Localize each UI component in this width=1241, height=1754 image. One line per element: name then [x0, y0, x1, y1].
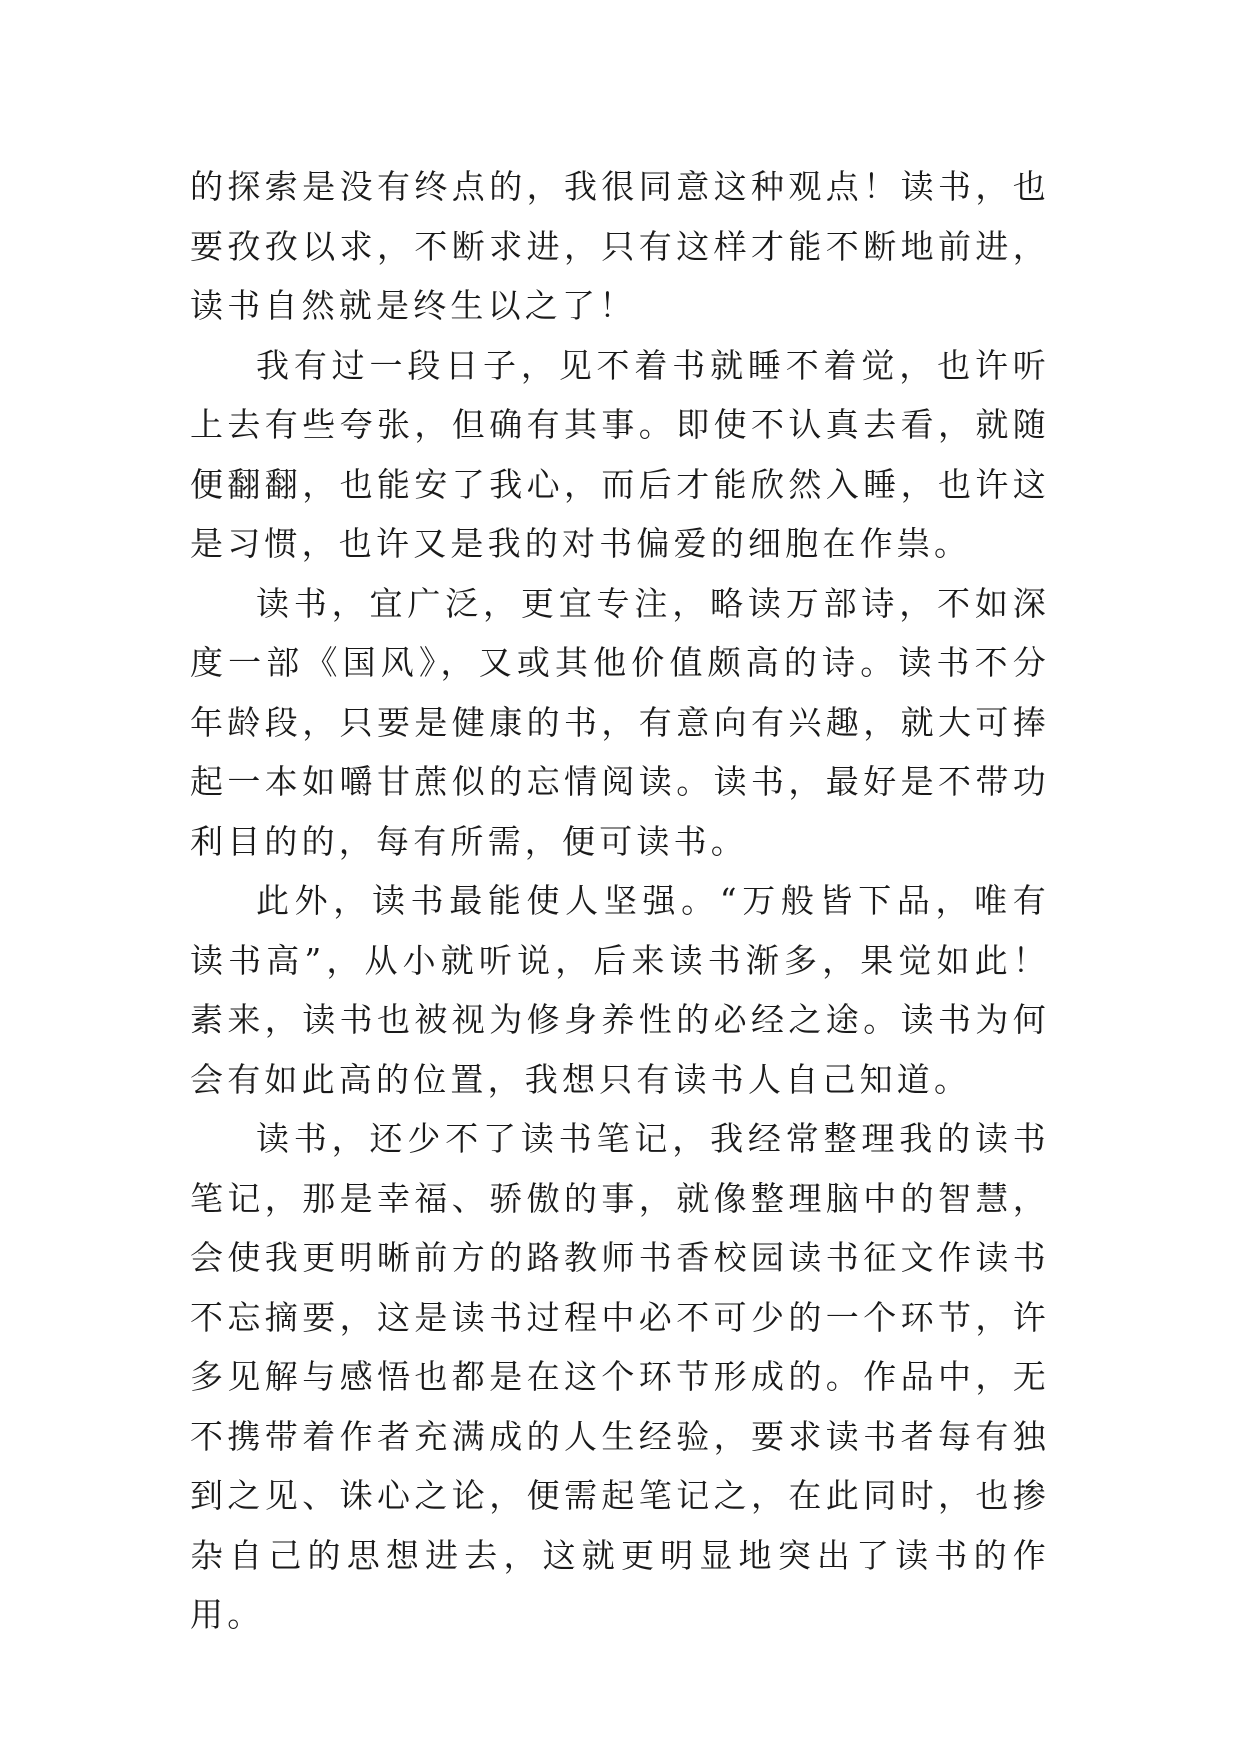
paragraph-4: 此外，读书最能使人坚强。“万般皆下品，唯有读书高”，从小就听说，后来读书渐多，果觉如此！素来，读书也被视为修身养性的必经之途。读书为何会有如此高的位置，我想只有读书人自己知道。 — [190, 881, 1050, 1099]
document-body — [190, 157, 1050, 1645]
paragraph-3: 读书，宜广泛，更宜专注，略读万部诗，不如深度一部《国风》，又或其他价值颇高的诗。读书不分年龄段，只要是健康的书，有意向有兴趣，就大可捧起一本如嚼甘蔗似的忘情阅读。读书，最好是不带功利目的的，每有所需，便可读书。 — [190, 583, 1050, 861]
paragraph-2: 我有过一段日子，见不着书就睡不着觉，也许听上去有些夸张，但确有其事。即使不认真去看，就随便翻翻，也能安了我心，而后才能欣然入睡，也许这是习惯，也许又是我的对书偏爱的细胞在作祟。 — [190, 345, 1050, 563]
paragraph-5: 读书，还少不了读书笔记，我经常整理我的读书笔记，那是幸福、骄傲的事，就像整理脑中的智慧，会使我更明晰前方的路教师书香校园读书征文作读书不忘摘要，这是读书过程中必不可少的一个环节，许多见解与感悟也都是在这个环节形成的。作品中，无不携带着作者充满成的人生经验，要求读书者每有独到之见、诛心之论，便需起笔记之，在此同时，也掺杂自己的思想进去，这就更明显地突出了读书的作用。 — [190, 1119, 1050, 1634]
paragraph-1: 的探索是没有终点的，我很同意这种观点！读书，也要孜孜以求，不断求进，只有这样才能不断地前进，读书自然就是终生以之了！ — [190, 167, 1050, 325]
